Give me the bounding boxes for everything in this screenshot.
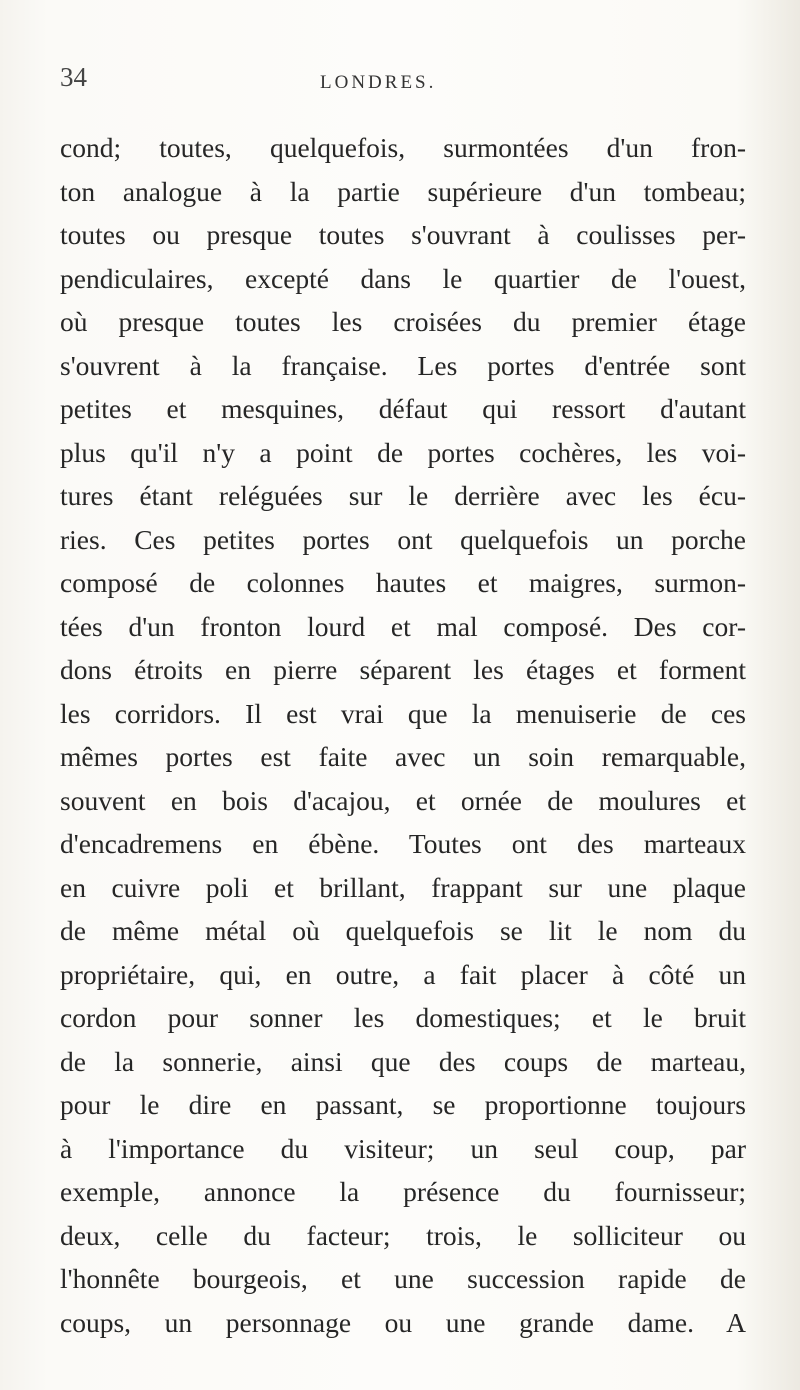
text-line: l'honnête bourgeois, et une succession rapide de	[60, 1263, 746, 1294]
text-line: cond; toutes, quelquefois, surmontées d'un fron-	[60, 132, 746, 163]
text-line: où presque toutes les croisées du premier étage	[60, 306, 746, 337]
text-line: composé de colonnes hautes et maigres, surmon-	[60, 567, 746, 598]
text-line: de la sonnerie, ainsi que des coups de marteau,	[60, 1045, 746, 1077]
text-line: exemple, annonce la présence du fournisseur;	[60, 1176, 746, 1207]
text-line: plus qu'il n'y a point de portes cochères, les voi-	[60, 436, 746, 468]
text-line: petites et mesquines, défaut qui ressort d'autant	[60, 393, 746, 424]
text-line: toutes ou presque toutes s'ouvrant à coulisses per-	[60, 219, 746, 250]
running-head: LONDRES.	[320, 72, 437, 93]
text-line: souvent en bois d'acajou, et ornée de moulures et	[60, 784, 746, 816]
text-line: d'encadremens en ébène. Toutes ont des marteaux	[60, 828, 746, 859]
text-line: en cuivre poli et brillant, frappant sur une plaque	[60, 871, 746, 903]
text-line: mêmes portes est faite avec un soin remarquable,	[60, 741, 746, 772]
text-line: s'ouvrent à la française. Les portes d'entrée sont	[60, 349, 746, 381]
text-line: ries. Ces petites portes ont quelquefois un porche	[60, 523, 746, 555]
text-line: propriétaire, qui, en outre, a fait placer à côté un	[60, 958, 746, 990]
body-text	[60, 126, 746, 1344]
text-line: coups, un personnage ou une grande dame. A	[60, 1306, 746, 1338]
page-number: 34	[60, 62, 87, 92]
text-line: à l'importance du visiteur; un seul coup, par	[60, 1132, 746, 1164]
text-line: pendiculaires, excepté dans le quartier de l'ouest,	[60, 262, 746, 294]
text-line: tées d'un fronton lourd et mal composé. Des cor-	[60, 610, 746, 642]
text-line: deux, celle du facteur; trois, le solliciteur ou	[60, 1219, 746, 1251]
text-line: tures étant reléguées sur le derrière avec les écu-	[60, 480, 746, 511]
text-line: pour le dire en passant, se proportionne toujours	[60, 1089, 746, 1120]
text-line: de même métal où quelquefois se lit le nom du	[60, 915, 746, 946]
text-line: cordon pour sonner les domestiques; et le bruit	[60, 1002, 746, 1033]
text-line: ton analogue à la partie supérieure d'un tombeau;	[60, 175, 746, 207]
text-line: dons étroits en pierre séparent les étages et forment	[60, 654, 746, 685]
page-header	[60, 62, 740, 102]
text-line: les corridors. Il est vrai que la menuiserie de ces	[60, 697, 746, 729]
